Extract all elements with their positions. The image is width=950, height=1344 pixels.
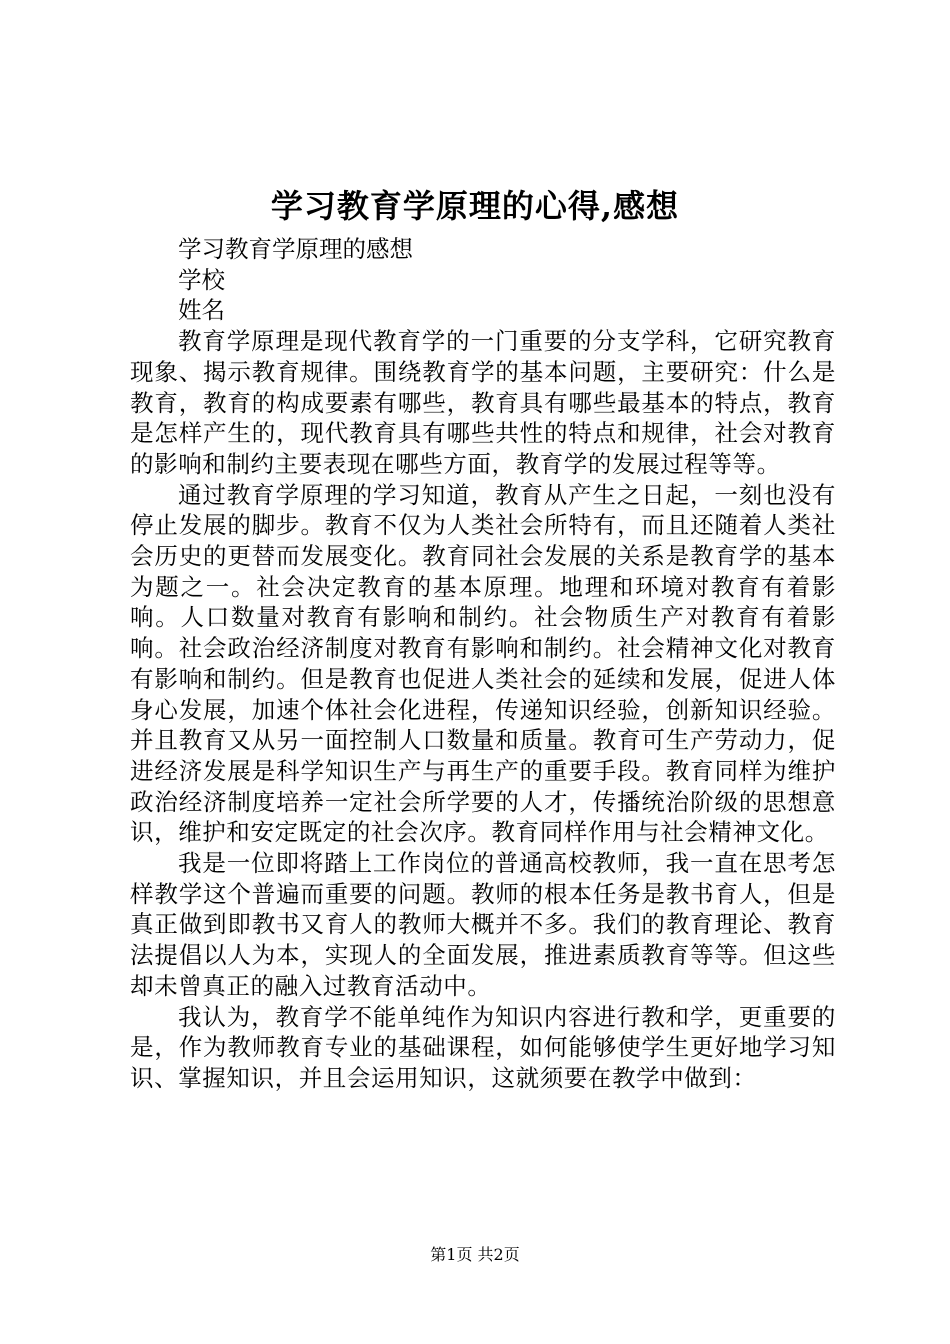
document-subtitle: 学习教育学原理的感想 bbox=[178, 235, 413, 263]
document-title: 学习教育学原理的心得,感想 bbox=[270, 187, 680, 225]
school-label: 学校 bbox=[178, 265, 225, 294]
paragraph-4: 我认为，教育学不能单纯作为知识内容进行教和学，更重要的是，作为教师教育专业的基础课程，如何能够使学生更好地学习知识、掌握知识，并且会运用知识，这就须要在教学中做到： bbox=[130, 1002, 836, 1092]
paragraph-2: 通过教育学原理的学习知道，教育从产生之日起，一刻也没有停止发展的脚步。教育不仅为人类社会所特有，而且还随着人类社会历史的更替而发展变化。教育同社会发展的关系是教育学的基本为题之一。社会决定教育的基本原理。地理和环境对教育有着影响。人口数量对教育有影响和制约。社会物质生产对教育有着影响。社会政治经济制度对教育有影响和制约。社会精神文化对教育有影响和制约。但是教育也促进人类社会的延续和发展，促进人体身心发展，加速个体社会化进程，传递知识经验，创新知识经验。并且教育又从另一面控制人口数量和质量。教育可生产劳动力，促进经济发展是科学知识生产与再生产的重要手段。教育同样为维护政治经济制度培养一定社会所学要的人才，传播统治阶级的思想意识，维护和安定既定的社会次序。教育同样作用与社会精神文化。 bbox=[130, 480, 836, 847]
paragraph-1: 教育学原理是现代教育学的一门重要的分支学科，它研究教育现象、揭示教育规律。围绕教育学的基本问题，主要研究：什么是教育，教育的构成要素有哪些，教育具有哪些最基本的特点，教育是怎样产生的，现代教育具有哪些共性的特点和规律，社会对教育的影响和制约主要表现在哪些方面，教育学的发展过程等等。 bbox=[130, 327, 836, 478]
name-label: 姓名 bbox=[178, 296, 225, 325]
document-body bbox=[130, 234, 836, 1094]
page-footer: 第1页 共2页 bbox=[430, 1245, 520, 1264]
paragraph-3: 我是一位即将踏上工作岗位的普通高校教师，我一直在思考怎样教学这个普遍而重要的问题。教师的根本任务是教书育人，但是真正做到即教书又育人的教师大概并不多。我们的教育理论、教育法提倡以人为本，实现人的全面发展，推进素质教育等等。但这些却未曾真正的融入过教育活动中。 bbox=[130, 849, 836, 1000]
